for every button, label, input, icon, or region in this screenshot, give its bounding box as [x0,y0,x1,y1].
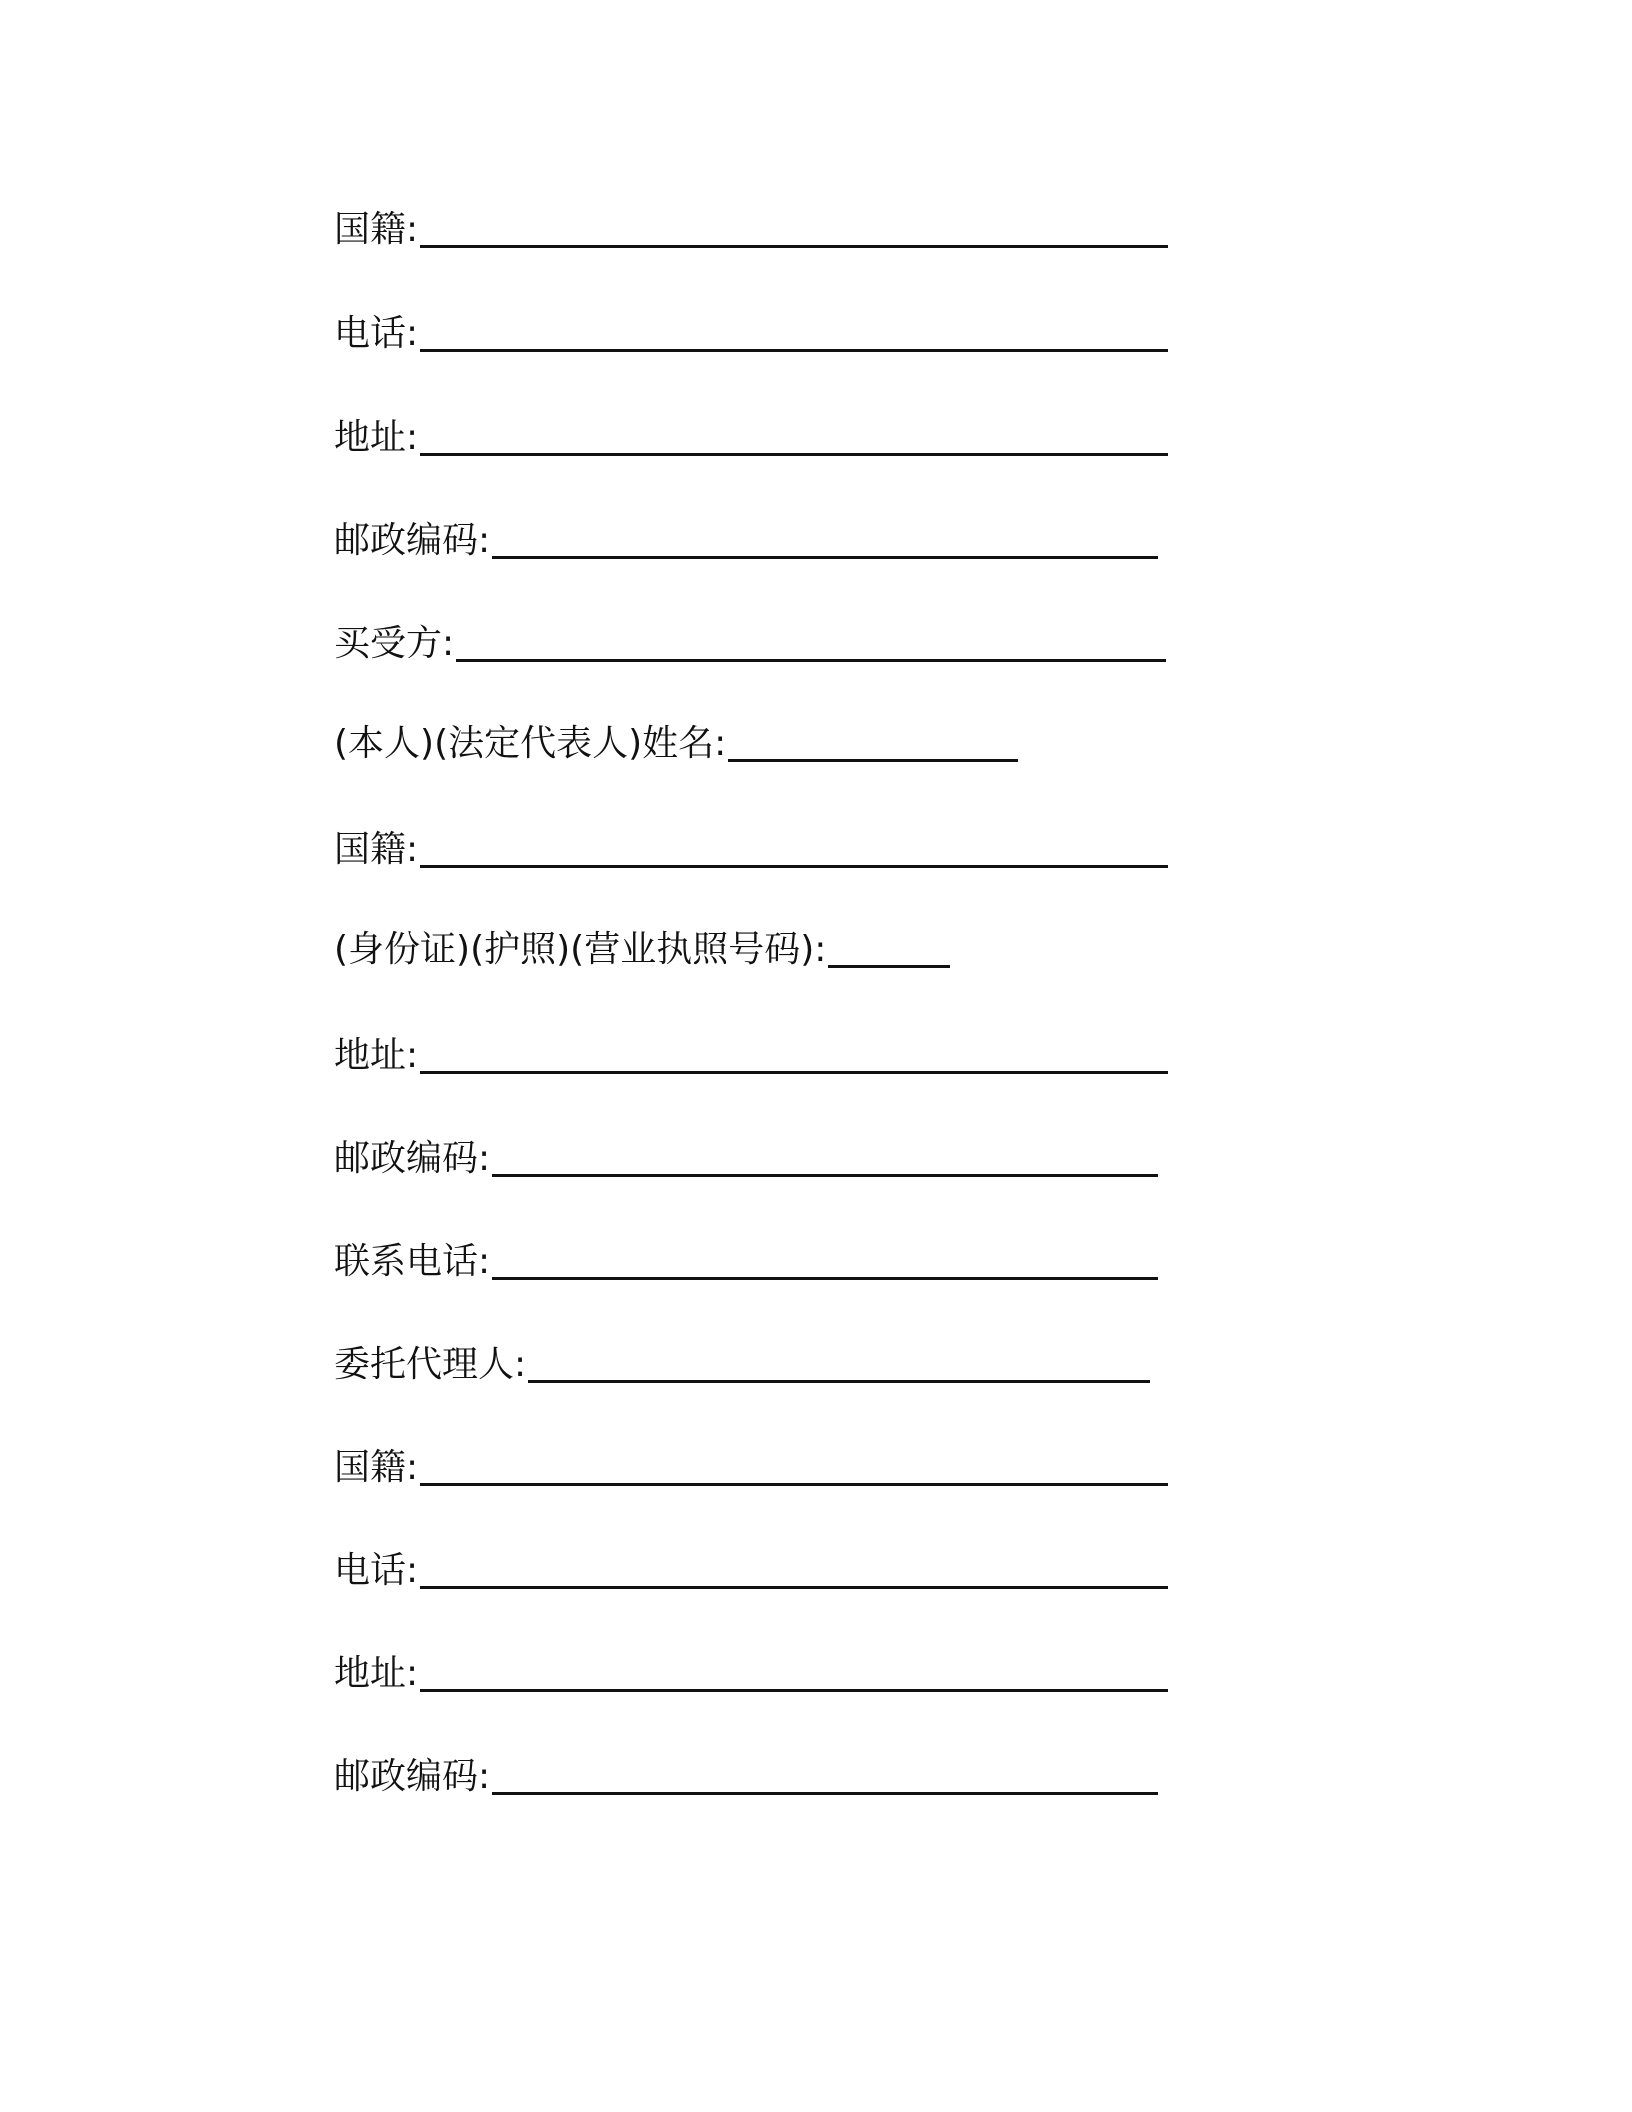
field-label: 电话: [334,1550,419,1591]
field-agent [334,1327,1150,1387]
field-label: 邮政编码: [334,1756,491,1797]
fill-in-blank [492,1140,1158,1177]
fill-in-blank [456,625,1166,662]
fill-in-blank [492,522,1158,559]
fill-in-blank [420,419,1168,456]
field-id-number [334,912,950,972]
field-name [334,706,1018,766]
field-label: 国籍: [334,829,419,870]
fill-in-blank [420,1037,1168,1074]
fill-in-blank [492,1243,1158,1280]
fill-in-blank [420,1655,1168,1692]
fill-in-blank [420,1449,1168,1486]
field-postal-code-3 [334,1739,1158,1799]
field-label: (本人)(法定代表人)姓名: [334,723,727,764]
fill-in-blank [828,931,950,968]
field-label: 国籍: [334,209,419,250]
field-label: 邮政编码: [334,520,491,561]
field-label: 邮政编码: [334,1138,491,1179]
field-label: 地址: [334,417,419,458]
field-buyer [334,606,1166,666]
field-address-3 [334,1636,1168,1696]
fill-in-blank [420,1552,1168,1589]
field-phone-2 [334,1533,1168,1593]
field-nationality-1 [334,192,1168,252]
fill-in-blank [528,1346,1150,1383]
field-nationality-2 [334,812,1168,872]
field-label: 国籍: [334,1447,419,1488]
field-label: 电话: [334,313,419,354]
field-label: 地址: [334,1653,419,1694]
field-phone-1 [334,296,1168,356]
field-label: 委托代理人: [334,1344,527,1385]
field-address-1 [334,400,1168,460]
field-label: 联系电话: [334,1241,491,1282]
field-label: (身份证)(护照)(营业执照号码): [334,929,827,970]
field-label: 买受方: [334,623,455,664]
fill-in-blank [420,831,1168,868]
field-contact-phone [334,1224,1158,1284]
field-nationality-3 [334,1430,1168,1490]
field-postal-code-2 [334,1121,1158,1181]
fill-in-blank [420,211,1168,248]
field-address-2 [334,1018,1168,1078]
field-postal-code-1 [334,503,1158,563]
fill-in-blank [492,1758,1158,1795]
fill-in-blank [728,725,1018,762]
field-label: 地址: [334,1035,419,1076]
fill-in-blank [420,315,1168,352]
